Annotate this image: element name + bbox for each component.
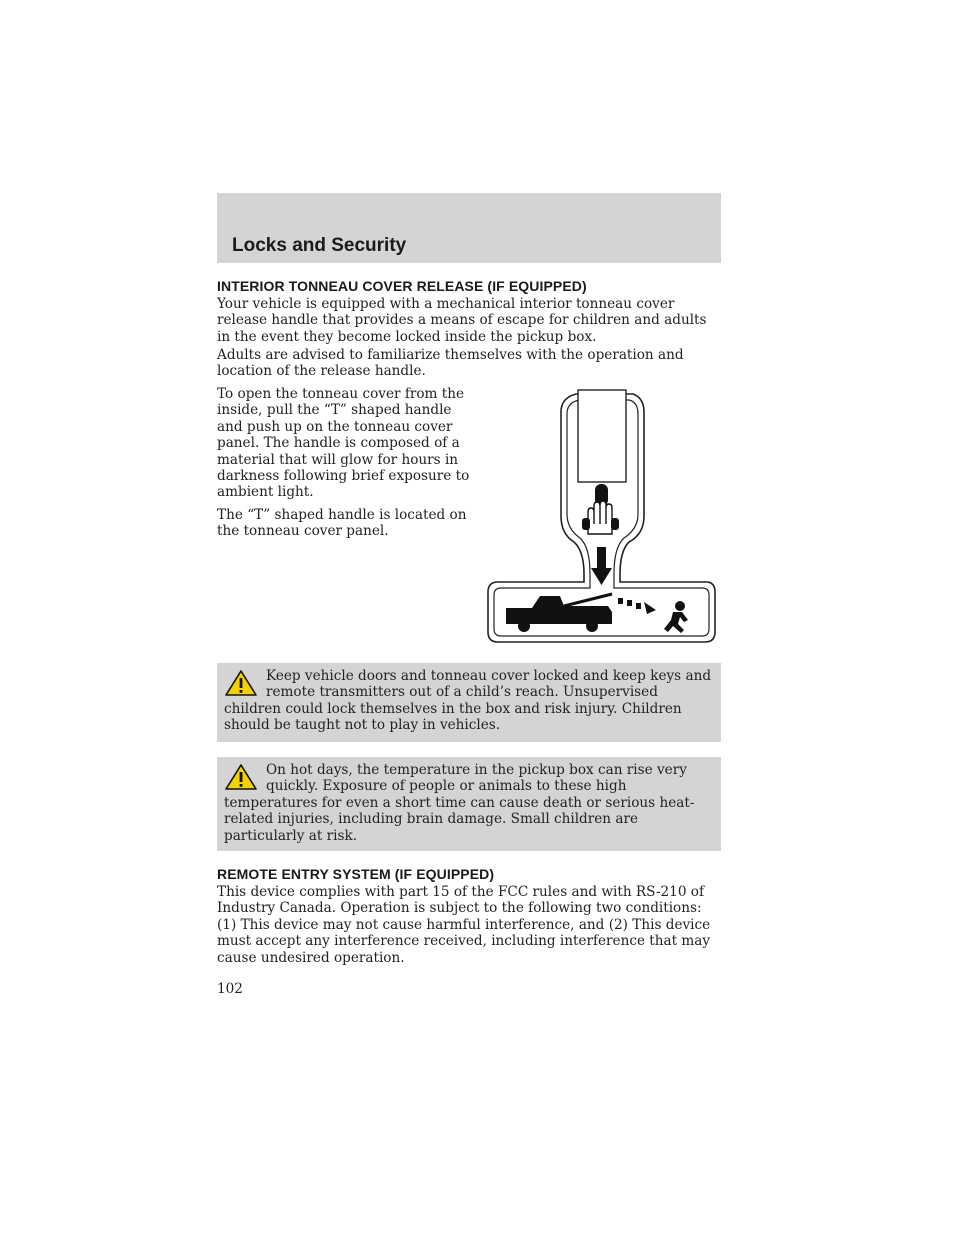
hand-icon	[588, 501, 612, 534]
paragraph-adults: Adults are advised to familiarize themselves with the operation and location of the release handle.	[217, 347, 684, 380]
warning-box-children	[217, 663, 721, 742]
header-band	[217, 193, 721, 263]
pickup-truck-icon	[506, 594, 612, 632]
section-heading-tonneau: INTERIOR TONNEAU COVER RELEASE (IF EQUIPPED)	[217, 278, 587, 294]
warning-box-heat	[217, 757, 721, 851]
handle-grip-right	[611, 518, 619, 530]
paragraph-open-instructions: To open the tonneau cover from the inside, pull the “T” shaped handle and push up on the tonneau cover panel. The handle is composed of a material that will glow for hours in darkness following brief exposure to ambient light.	[217, 386, 470, 501]
warning-triangle-icon	[224, 669, 258, 697]
down-arrow-shaft	[597, 547, 606, 569]
page-number: 102	[217, 981, 243, 997]
page-title: Locks and Security	[232, 235, 407, 256]
tonneau-release-illustration	[484, 384, 720, 650]
handle-grip-left	[582, 518, 590, 530]
warning-text-heat: On hot days, the temperature in the pickup box can rise very quickly. Exposure of people or animals to these high temperatures for even a short time can cause death or serious heat-related injuries, including brain damage. Small children are particularly at risk.	[224, 762, 695, 844]
paragraph-handle-location: The “T” shaped handle is located on the tonneau cover panel.	[217, 507, 467, 540]
down-arrow-head	[591, 568, 612, 585]
warning-text-children: Keep vehicle doors and tonneau cover locked and keep keys and remote transmitters out of a child’s reach. Unsupervised children could lock themselves in the box and risk injury. Children should be taught not to play in vehicles.	[224, 668, 712, 734]
warning-triangle-icon	[224, 763, 258, 791]
paragraph-intro: Your vehicle is equipped with a mechanical interior tonneau cover release handle that provides a means of escape for children and adults in the event they become locked inside the pickup box.	[217, 296, 707, 345]
running-person-icon	[664, 601, 688, 633]
tonneau-cover-panel	[578, 390, 626, 482]
escape-motion-dashes	[618, 598, 656, 614]
section-heading-remote-entry: REMOTE ENTRY SYSTEM (IF EQUIPPED)	[217, 866, 495, 882]
paragraph-fcc-compliance: This device complies with part 15 of the FCC rules and with RS-210 of Industry Canada. Operation is subject to the following two conditions: (1) This device may not cause harmful interference, and (2) This device must accept any interference received, including interference that may cause undesired operation.	[217, 884, 711, 966]
